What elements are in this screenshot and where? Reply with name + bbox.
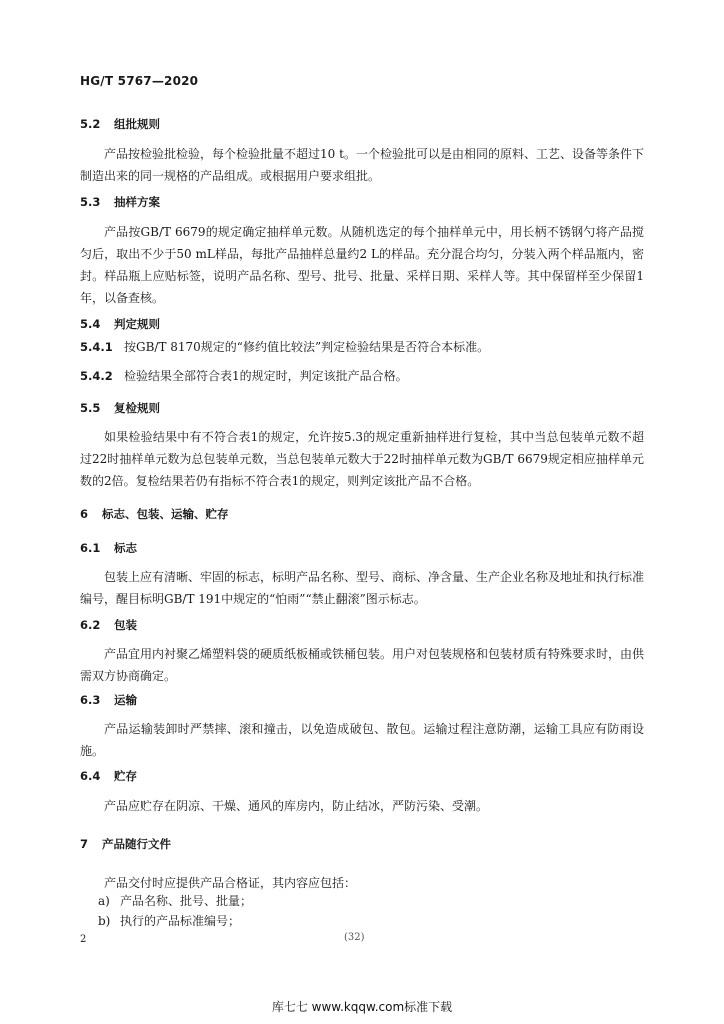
section-title: 抽样方案 <box>114 195 160 209</box>
heading-5-3 <box>80 194 160 210</box>
section-title: 贮存 <box>114 769 137 783</box>
section-title: 标志、包装、运输、贮存 <box>102 507 229 521</box>
heading-5-4 <box>80 316 160 332</box>
list-item-text: 执行的产品标准编号； <box>120 914 241 928</box>
clause-5-4-2 <box>80 365 644 387</box>
section-title: 产品随行文件 <box>102 837 171 851</box>
heading-6 <box>80 506 229 522</box>
section-number: 6.1 <box>80 541 101 555</box>
paragraph-6-1: 包装上应有清晰、牢固的标志，标明产品名称、型号、商标、净含量、生产企业名称及地址和执行标准编号，醒目标明GB/T 191中规定的“怕雨”“禁止翻滚”图示标志。 <box>80 570 645 606</box>
standard-code-header: HG/T 5767—2020 <box>80 74 199 88</box>
paragraph-6-4: 产品应贮存在阴凉、干燥、通风的库房内，防止结冰，严防污染、受潮。 <box>104 799 489 813</box>
section-number: 7 <box>80 837 89 851</box>
heading-6-4 <box>80 768 137 784</box>
section-number: 5.5 <box>80 401 101 415</box>
clause-5-4-1 <box>80 336 644 358</box>
clause-text: 检验结果全部符合表1的规定时，判定该批产品合格。 <box>124 369 408 383</box>
paragraph-5-3: 产品按GB/T 6679的规定确定抽样单元数。从随机选定的每个抽样单元中，用长柄不锈钢勺将产品搅匀后，取出不少于50 mL样品，每批产品抽样总量约2 L的样品。充分混合均匀，分装入两个样品瓶内，密封。样品瓶上应贴标签，说明产品名称、型号、批号、批量、采样日期、采样人等。其中保留样至少保留1年，以备查核。 <box>80 225 644 305</box>
section-title: 运输 <box>114 693 137 707</box>
section-title: 组批规则 <box>114 117 160 131</box>
section-title: 标志 <box>114 541 137 555</box>
section-number: 5.4 <box>80 317 101 331</box>
heading-5-2 <box>80 116 160 132</box>
heading-5-5 <box>80 400 160 416</box>
page-number: 2 <box>80 934 87 945</box>
paragraph-5-2: 产品按检验批检验，每个检验批量不超过10 t。一个检验批可以是由相同的原料、工艺、设备等条件下制造出来的同一规格的产品组成。或根据用户要求组批。 <box>80 147 644 183</box>
clause-number: 5.4.1 <box>80 340 113 354</box>
section-title: 判定规则 <box>114 317 160 331</box>
list-item-text: 产品名称、批号、批量； <box>120 894 253 908</box>
section-number: 6.4 <box>80 769 101 783</box>
heading-6-2 <box>80 617 137 633</box>
clause-number: 5.4.2 <box>80 369 113 383</box>
section-number: 6.3 <box>80 693 101 707</box>
list-item <box>98 910 240 932</box>
page-mark: (32) <box>344 932 365 943</box>
section-title: 复检规则 <box>114 401 160 415</box>
section-number: 6 <box>80 507 89 521</box>
section-number: 5.2 <box>80 117 101 131</box>
list-item-label: a) <box>98 894 110 908</box>
paragraph-6-2: 产品宜用内衬聚乙烯塑料袋的硬质纸板桶或铁桶包装。用户对包装规格和包装材质有特殊要求时，由供需双方协商确定。 <box>80 647 645 683</box>
section-number: 5.3 <box>80 195 101 209</box>
section-number: 6.2 <box>80 618 101 632</box>
heading-6-1 <box>80 540 137 556</box>
paragraph-6-3: 产品运输装卸时严禁摔、滚和撞击，以免造成破包、散包。运输过程注意防潮，运输工具应有防雨设施。 <box>80 722 644 758</box>
paragraph-7: 产品交付时应提供产品合格证，其内容应包括： <box>104 876 357 890</box>
paragraph-5-5: 如果检验结果中有不符合表1的规定，允许按5.3的规定重新抽样进行复检，其中当总包装单元数不超过22时抽样单元数为总包装单元数，当总包装单元数大于22时抽样单元数为GB/T 6679规定相应抽样单元数的2倍。复检结果若仍有指标不符合表1的规定，则判定该批产品不合格。 <box>80 430 644 488</box>
list-item <box>98 890 252 912</box>
list-item-label: b) <box>98 914 111 928</box>
clause-text: 按GB/T 8170规定的“修约值比较法”判定检验结果是否符合本标准。 <box>124 340 490 354</box>
download-site-footer: 库七七 www.kqqw.com标准下载 <box>271 1000 453 1014</box>
heading-7 <box>80 836 171 852</box>
section-title: 包装 <box>114 618 137 632</box>
heading-6-3 <box>80 692 137 708</box>
